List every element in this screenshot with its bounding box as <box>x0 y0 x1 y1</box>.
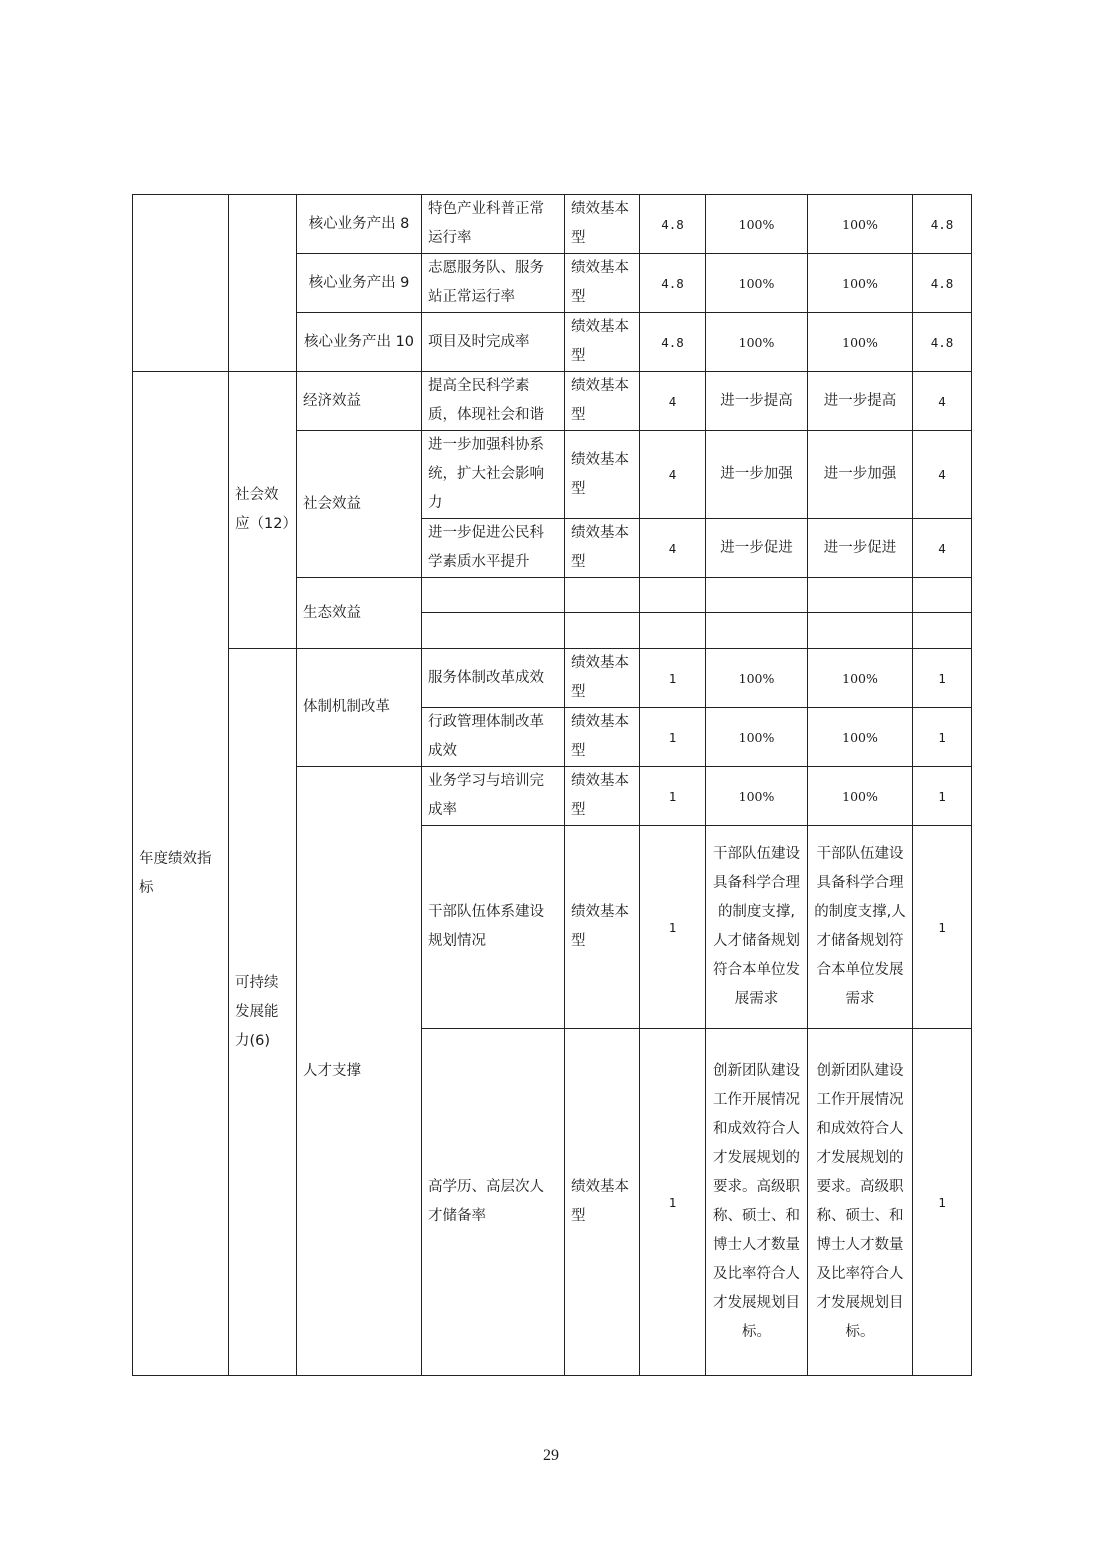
empty-cell <box>706 613 808 649</box>
target-cell: 100% <box>706 313 808 372</box>
indicator-cell: 干部队伍体系建设规划情况 <box>422 826 565 1029</box>
weight-cell: 1 <box>640 708 706 767</box>
weight-cell: 1 <box>640 767 706 826</box>
target-cell: 100% <box>706 195 808 254</box>
actual-cell: 100% <box>808 195 913 254</box>
score-cell: 4 <box>913 372 972 431</box>
weight-cell: 4.8 <box>640 313 706 372</box>
actual-cell: 进一步促进 <box>808 519 913 578</box>
actual-cell: 创新团队建设工作开展情况和成效符合人才发展规划的要求。高级职称、硕士、和博士人才数量及比率符合人才发展规划目标。 <box>808 1029 913 1376</box>
actual-cell: 100% <box>808 313 913 372</box>
type-cell: 绩效基本型 <box>565 708 640 767</box>
type-cell: 绩效基本型 <box>565 431 640 519</box>
indicator-cell: 进一步加强科协系统，扩大社会影响力 <box>422 431 565 519</box>
level3-name-cell: 核心业务产出 9 <box>297 254 422 313</box>
indicator-cell: 服务体制改革成效 <box>422 649 565 708</box>
page-number: 29 <box>543 1447 559 1464</box>
level2-cell: 社会效应（12） <box>229 372 297 649</box>
empty-cell <box>808 578 913 613</box>
level3-name-cell: 体制机制改革 <box>297 649 422 767</box>
indicator-cell: 业务学习与培训完成率 <box>422 767 565 826</box>
performance-indicator-table <box>132 194 972 1376</box>
score-cell: 4.8 <box>913 195 972 254</box>
target-cell: 100% <box>706 708 808 767</box>
target-cell: 100% <box>706 767 808 826</box>
target-cell: 干部队伍建设具备科学合理的制度支撑,人才储备规划符合本单位发展需求 <box>706 826 808 1029</box>
score-cell: 1 <box>913 1029 972 1376</box>
type-cell: 绩效基本型 <box>565 649 640 708</box>
target-cell: 100% <box>706 649 808 708</box>
weight-cell: 4 <box>640 431 706 519</box>
actual-cell: 100% <box>808 708 913 767</box>
type-cell: 绩效基本型 <box>565 826 640 1029</box>
type-cell: 绩效基本型 <box>565 519 640 578</box>
level2-cell-empty <box>229 195 297 372</box>
indicator-cell: 提高全民科学素质，体现社会和谐 <box>422 372 565 431</box>
empty-cell <box>565 613 640 649</box>
score-cell: 4 <box>913 431 972 519</box>
indicator-cell: 特色产业科普正常运行率 <box>422 195 565 254</box>
type-cell: 绩效基本型 <box>565 254 640 313</box>
empty-cell <box>808 613 913 649</box>
type-cell: 绩效基本型 <box>565 372 640 431</box>
score-cell: 4 <box>913 519 972 578</box>
actual-cell: 干部队伍建设具备科学合理的制度支撑,人才储备规划符合本单位发展需求 <box>808 826 913 1029</box>
weight-cell: 1 <box>640 649 706 708</box>
level3-name-cell: 生态效益 <box>297 578 422 649</box>
indicator-cell: 项目及时完成率 <box>422 313 565 372</box>
level1-cell-empty <box>133 195 229 372</box>
score-cell: 1 <box>913 826 972 1029</box>
type-cell: 绩效基本型 <box>565 195 640 254</box>
score-cell: 4.8 <box>913 313 972 372</box>
target-cell: 进一步促进 <box>706 519 808 578</box>
weight-cell: 4 <box>640 519 706 578</box>
level2-cell: 可持续发展能力(6) <box>229 649 297 1376</box>
empty-cell <box>913 613 972 649</box>
score-cell: 4.8 <box>913 254 972 313</box>
target-cell: 进一步加强 <box>706 431 808 519</box>
weight-cell: 1 <box>640 1029 706 1376</box>
indicator-cell: 行政管理体制改革成效 <box>422 708 565 767</box>
weight-cell: 4.8 <box>640 254 706 313</box>
score-cell: 1 <box>913 649 972 708</box>
table-row <box>133 195 972 254</box>
level3-name-cell: 经济效益 <box>297 372 422 431</box>
actual-cell: 进一步提高 <box>808 372 913 431</box>
empty-cell <box>706 578 808 613</box>
target-cell: 进一步提高 <box>706 372 808 431</box>
actual-cell: 100% <box>808 649 913 708</box>
indicator-cell: 高学历、高层次人才储备率 <box>422 1029 565 1376</box>
level3-name-cell: 核心业务产出 10 <box>297 313 422 372</box>
target-cell: 100% <box>706 254 808 313</box>
empty-cell <box>422 578 565 613</box>
indicator-cell: 志愿服务队、服务站正常运行率 <box>422 254 565 313</box>
weight-cell: 1 <box>640 826 706 1029</box>
weight-cell: 4.8 <box>640 195 706 254</box>
actual-cell: 100% <box>808 254 913 313</box>
type-cell: 绩效基本型 <box>565 313 640 372</box>
level3-name-cell: 人才支撑 <box>297 767 422 1376</box>
type-cell: 绩效基本型 <box>565 767 640 826</box>
empty-cell <box>422 613 565 649</box>
weight-cell: 4 <box>640 372 706 431</box>
empty-cell <box>913 578 972 613</box>
actual-cell: 100% <box>808 767 913 826</box>
empty-cell <box>640 613 706 649</box>
level3-name-cell: 社会效益 <box>297 431 422 578</box>
table-row <box>133 649 972 708</box>
level1-cell: 年度绩效指标 <box>133 372 229 1376</box>
score-cell: 1 <box>913 708 972 767</box>
actual-cell: 进一步加强 <box>808 431 913 519</box>
empty-cell <box>640 578 706 613</box>
type-cell: 绩效基本型 <box>565 1029 640 1376</box>
table-row <box>133 372 972 431</box>
score-cell: 1 <box>913 767 972 826</box>
indicator-cell: 进一步促进公民科学素质水平提升 <box>422 519 565 578</box>
level3-name-cell: 核心业务产出 8 <box>297 195 422 254</box>
target-cell: 创新团队建设工作开展情况和成效符合人才发展规划的要求。高级职称、硕士、和博士人才数量及比率符合人才发展规划目标。 <box>706 1029 808 1376</box>
empty-cell <box>565 578 640 613</box>
